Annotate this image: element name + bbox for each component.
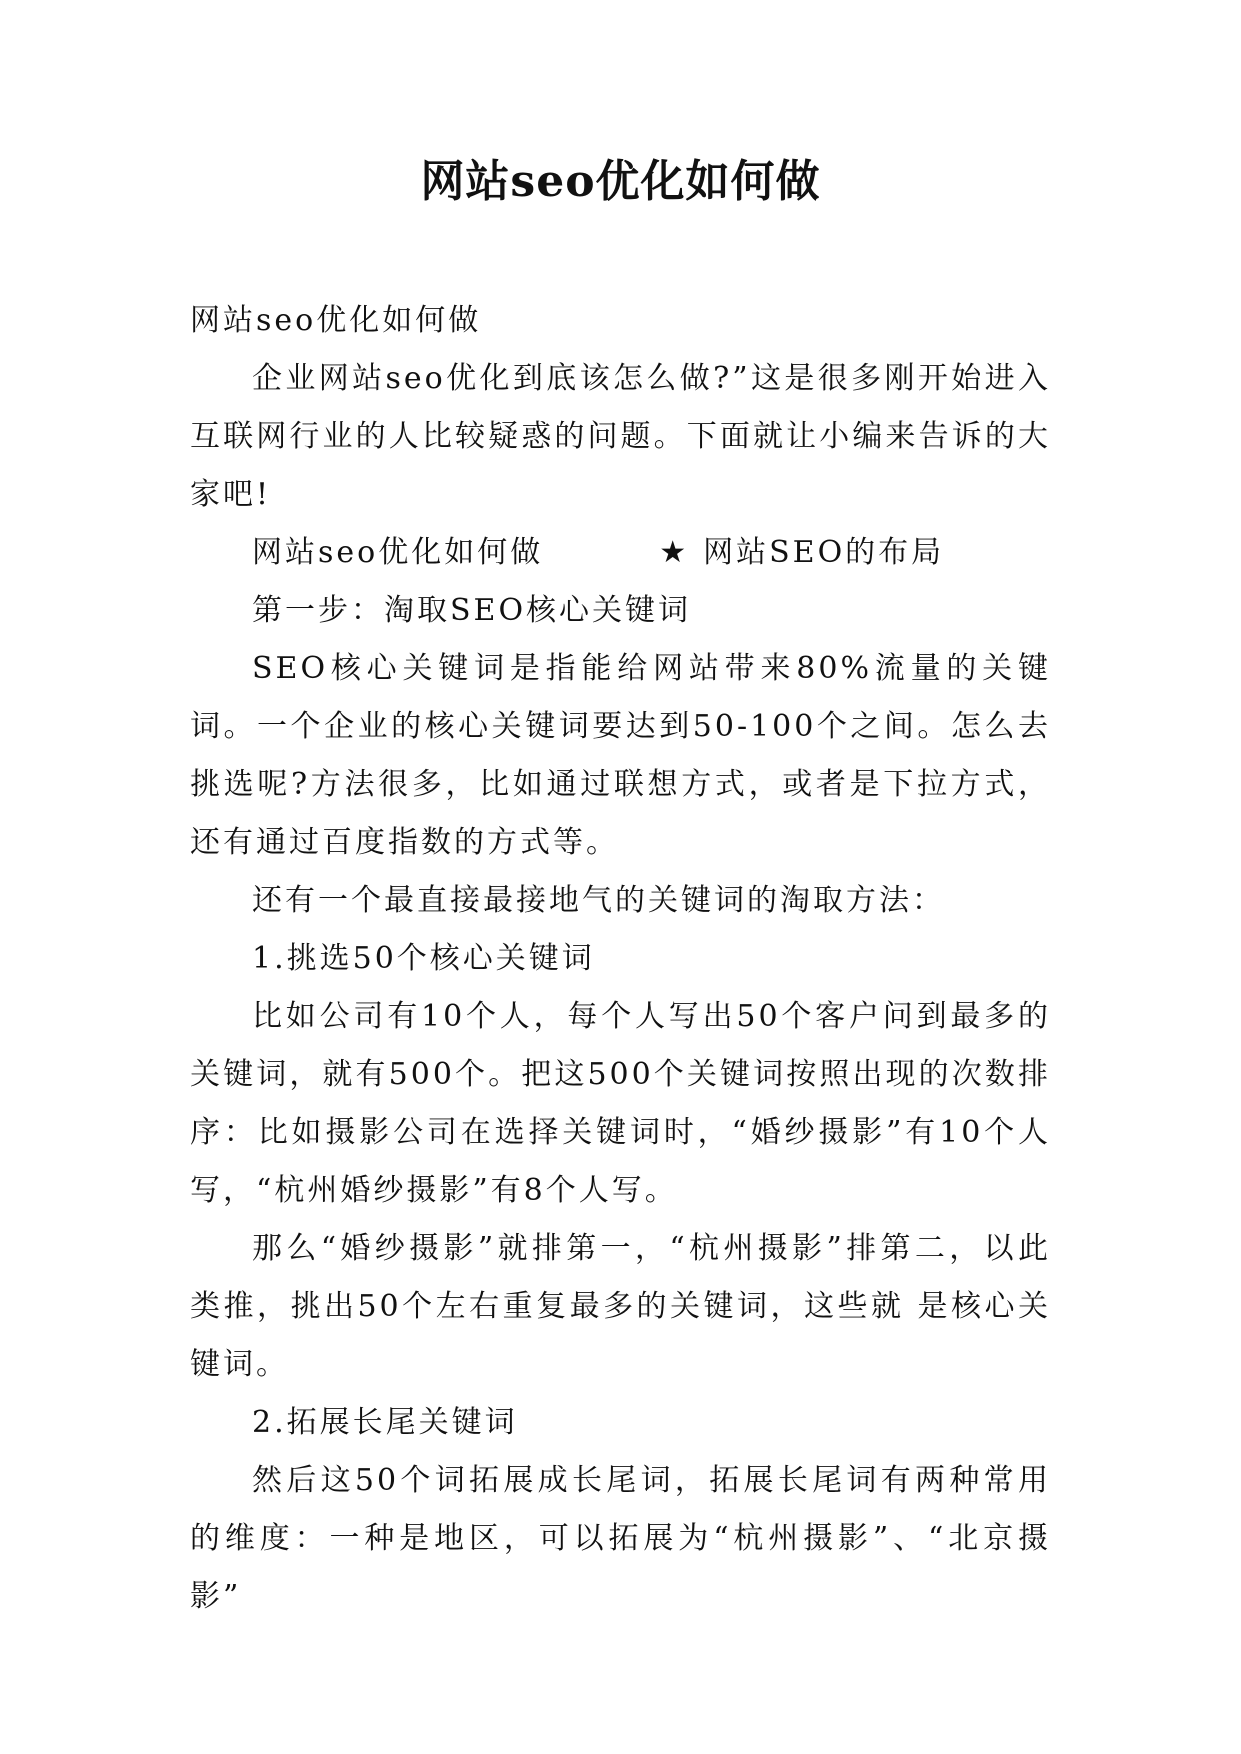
item1-paragraph-1: 比如公司有10个人，每个人写出50个客户问到最多的关键词，就有500个。把这500个关键词按照出现的次数排序：比如摄影公司在选择关键词时，“婚纱摄影”有10个人写，“杭州婚纱摄影”有8个人写。 [190,999,1051,1208]
intro-paragraph: 企业网站seo优化到底该怎么做?”这是很多刚开始进入互联网行业的人比较疑惑的问题。下面就让小编来告诉的大家吧! [190,361,1051,512]
subtitle-line: 网站seo优化如何做 [190,303,482,338]
star-icon: ★ [659,535,690,570]
item2-paragraph: 然后这50个词拓展成长尾词，拓展长尾词有两种常用的维度：一种是地区，可以拓展为“杭州摄影”、“北京摄影” [190,1463,1051,1614]
document-body [190,292,1051,1626]
step1-paragraph: SEO核心关键词是指能给网站带来80%流量的关键词。一个企业的核心关键词要达到50-100个之间。怎么去挑选呢?方法很多，比如通过联想方式，或者是下拉方式，还有通过百度指数的方式等。 [190,651,1051,860]
item1-paragraph-2: 那么“婚纱摄影”就排第一，“杭州摄影”排第二，以此类推，挑出50个左右重复最多的关键词，这些就 是核心关键词。 [190,1231,1051,1382]
page-title: 网站seo优化如何做 [420,156,821,207]
section-line-left: 网站seo优化如何做 [252,535,544,570]
section-line [190,524,1051,582]
item1-heading: 1.挑选50个核心关键词 [252,941,595,976]
step1-heading: 第一步：淘取SEO核心关键词 [252,593,692,628]
section-line-right: 网站SEO的布局 [703,535,945,570]
method-intro: 还有一个最直接最接地气的关键词的淘取方法： [252,883,945,918]
item2-heading: 2.拓展长尾关键词 [252,1405,518,1440]
